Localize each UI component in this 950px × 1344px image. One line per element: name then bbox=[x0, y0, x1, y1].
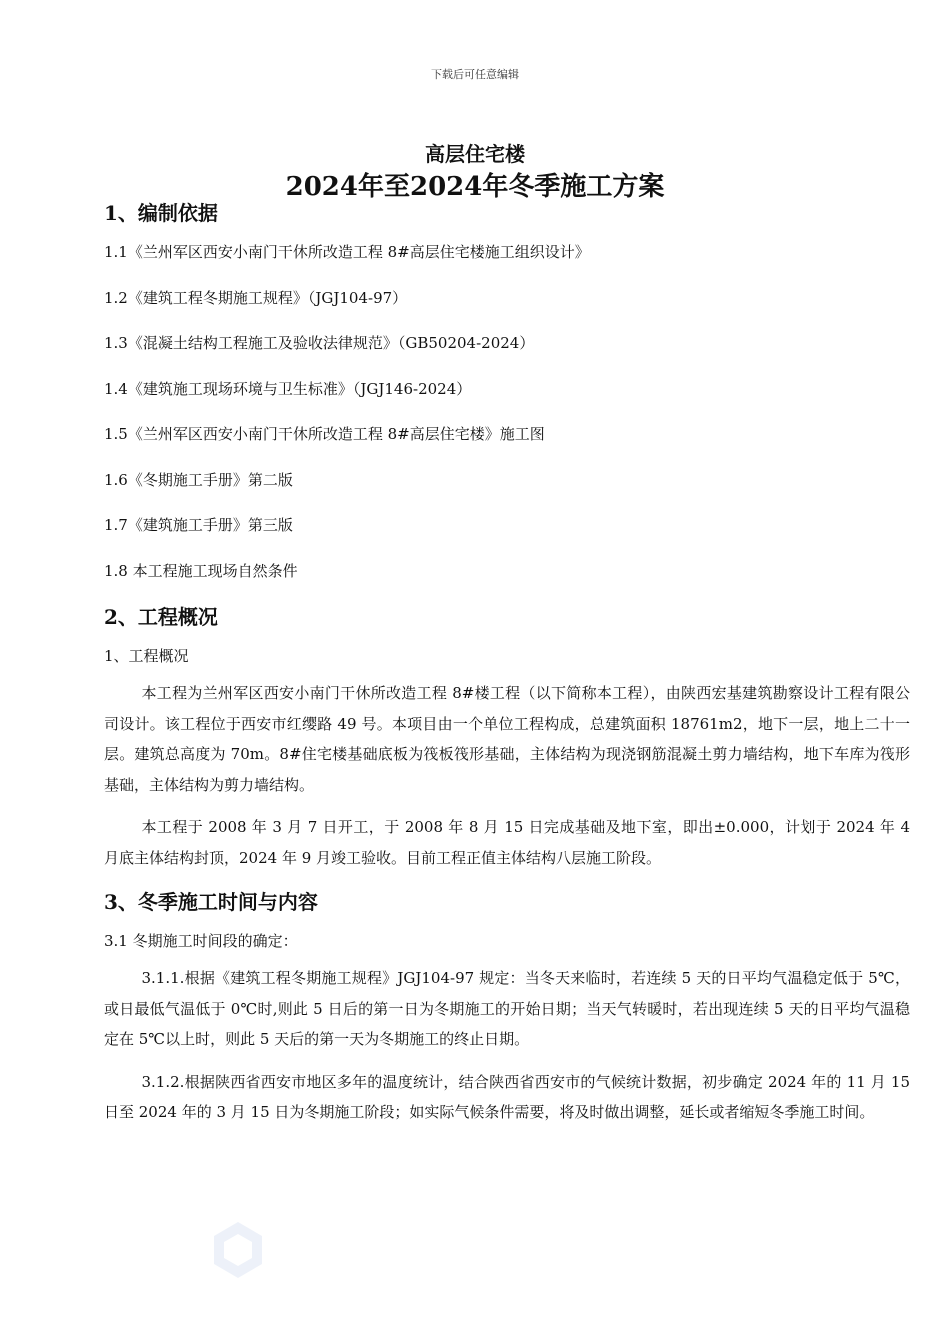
page-header-note: 下载后可任意编辑 bbox=[431, 68, 519, 81]
document-title-line2: 2024年至2024年冬季施工方案 bbox=[285, 172, 665, 202]
watermark-logo-icon bbox=[210, 1220, 266, 1280]
reference-item: 1.4《建筑施工现场环境与卫生标准》（JGJ146-2024） bbox=[104, 379, 472, 398]
reference-item: 1.1《兰州军区西安小南门干休所改造工程 8#高层住宅楼施工组织设计》 bbox=[104, 243, 590, 261]
section2-subheading: 1、工程概况 bbox=[104, 647, 189, 665]
winter-period-dates-paragraph: 3.1.2.根据陕西省西安市地区多年的温度统计，结合陕西省西安市的气候统计数据，初步确定 2024 年的 11 月 15 日至 2024 年的 3 月 15 日为冬期施工阶段；如实际气候条件需要，将及时做出调整，延长或者缩短冬季施工时间。 bbox=[104, 1072, 910, 1121]
reference-item: 1.6《冬期施工手册》第二版 bbox=[104, 470, 293, 489]
project-schedule-paragraph: 本工程于 2008 年 3 月 7 日开工，于 2008 年 8 月 15 日完成基础及地下室，即出±0.000，计划于 2024 年 4 月底主体结构封顶，2024 年 9 月竣工验收。目前工程正值主体结构八层施工阶段。 bbox=[104, 818, 910, 867]
reference-item: 1.2《建筑工程冬期施工规程》（JGJ104-97） bbox=[104, 288, 408, 307]
reference-item: 1.5《兰州军区西安小南门干休所改造工程 8#高层住宅楼》施工图 bbox=[104, 425, 545, 443]
section2-heading: 2、工程概况 bbox=[104, 605, 218, 629]
document-body bbox=[104, 196, 910, 1140]
section3-subheading: 3.1 冬期施工时间段的确定： bbox=[104, 932, 298, 950]
section1-heading: 1、编制依据 bbox=[104, 201, 218, 225]
section3-heading: 3、冬季施工时间与内容 bbox=[104, 890, 318, 914]
project-overview-paragraph: 本工程为兰州军区西安小南门干休所改造工程 8#楼工程（以下简称本工程），由陕西宏基建筑勘察设计工程有限公司设计。该工程位于西安市红缨路 49 号。本项目由一个单位工程构成，总建筑面积 18761m2，地下一层，地上二十一层。建筑总高度为 70m。8#住宅楼基础底板为筏板筏形基础，主体结构为现浇钢筋混凝土剪力墙结构，地下车库为筏形基础，主体结构为剪力墙结构。 bbox=[104, 684, 910, 794]
reference-item: 1.8 本工程施工现场自然条件 bbox=[104, 561, 298, 580]
reference-item: 1.3《混凝土结构工程施工及验收法律规范》（GB50204-2024） bbox=[104, 334, 535, 352]
document-title-line1: 高层住宅楼 bbox=[425, 142, 525, 166]
winter-period-rule-paragraph: 3.1.1.根据《建筑工程冬期施工规程》JGJ104-97 规定：当冬天来临时，若连续 5 天的日平均气温稳定低于 5℃，或日最低气温低于 0℃时,则此 5 日后的第一日为冬期施工的开始日期；当天气转暖时，若出现连续 5 天的日平均气温稳定在 5℃以上时，则此 5 天后的第一天为冬期施工的终止日期。 bbox=[104, 969, 910, 1048]
reference-item: 1.7《建筑施工手册》第三版 bbox=[104, 516, 293, 534]
